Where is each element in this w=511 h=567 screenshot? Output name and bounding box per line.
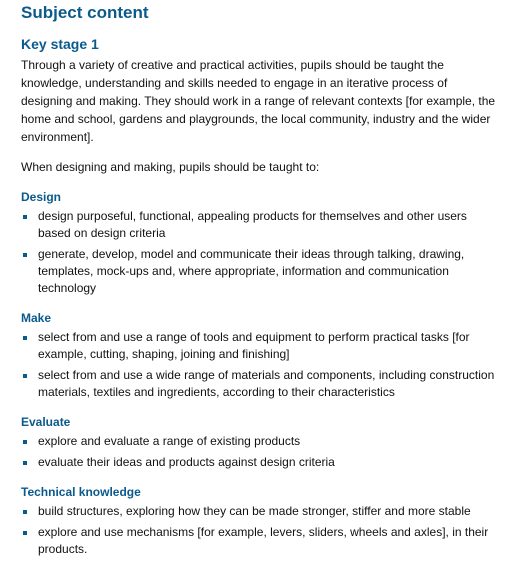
section-heading-technical-knowledge: Technical knowledge	[21, 485, 141, 499]
document-page	[0, 3, 511, 567]
list-item: evaluate their ideas and products against design criteria	[21, 454, 501, 471]
intro-paragraph: Through a variety of creative and practical activities, pupils should be taught the knowledge, understanding and skills needed to engage in an iterative process of designing and making. They should work in a range of relevant contexts [for example, the home and school, gardens and playgrounds, the local community, industry and the wider environment].	[21, 58, 496, 144]
list-item: explore and evaluate a range of existing products	[21, 433, 501, 450]
list-item: build structures, exploring how they can be made stronger, stiffer and more stable	[21, 503, 501, 520]
list-item: generate, develop, model and communicate their ideas through talking, drawing, templates, mock-ups and, where appropriate, information and communication technology	[21, 246, 501, 297]
bullet-list-technical-knowledge	[21, 503, 501, 558]
section-heading-design: Design	[21, 190, 62, 204]
bullet-list-evaluate	[21, 433, 501, 471]
section-heading-evaluate: Evaluate	[21, 415, 71, 429]
list-item: select from and use a wide range of materials and components, including construction materials, textiles and ingredients, according to their characteristics	[21, 367, 501, 401]
section-evaluate	[21, 415, 501, 471]
key-stage-heading: Key stage 1	[21, 36, 99, 52]
list-item: explore and use mechanisms [for example, levers, sliders, wheels and axles], in their products.	[21, 524, 501, 558]
lead-paragraph: When designing and making, pupils should be taught to:	[21, 160, 320, 174]
section-make	[21, 311, 501, 401]
page-title: Subject content	[21, 3, 149, 22]
section-heading-make: Make	[21, 311, 52, 325]
bullet-list-make	[21, 329, 501, 401]
list-item: design purposeful, functional, appealing products for themselves and other users based on design criteria	[21, 208, 501, 242]
list-item: select from and use a range of tools and equipment to perform practical tasks [for example, cutting, shaping, joining and finishing]	[21, 329, 501, 363]
section-design	[21, 190, 501, 297]
section-technical-knowledge	[21, 485, 501, 558]
bullet-list-design	[21, 208, 501, 297]
